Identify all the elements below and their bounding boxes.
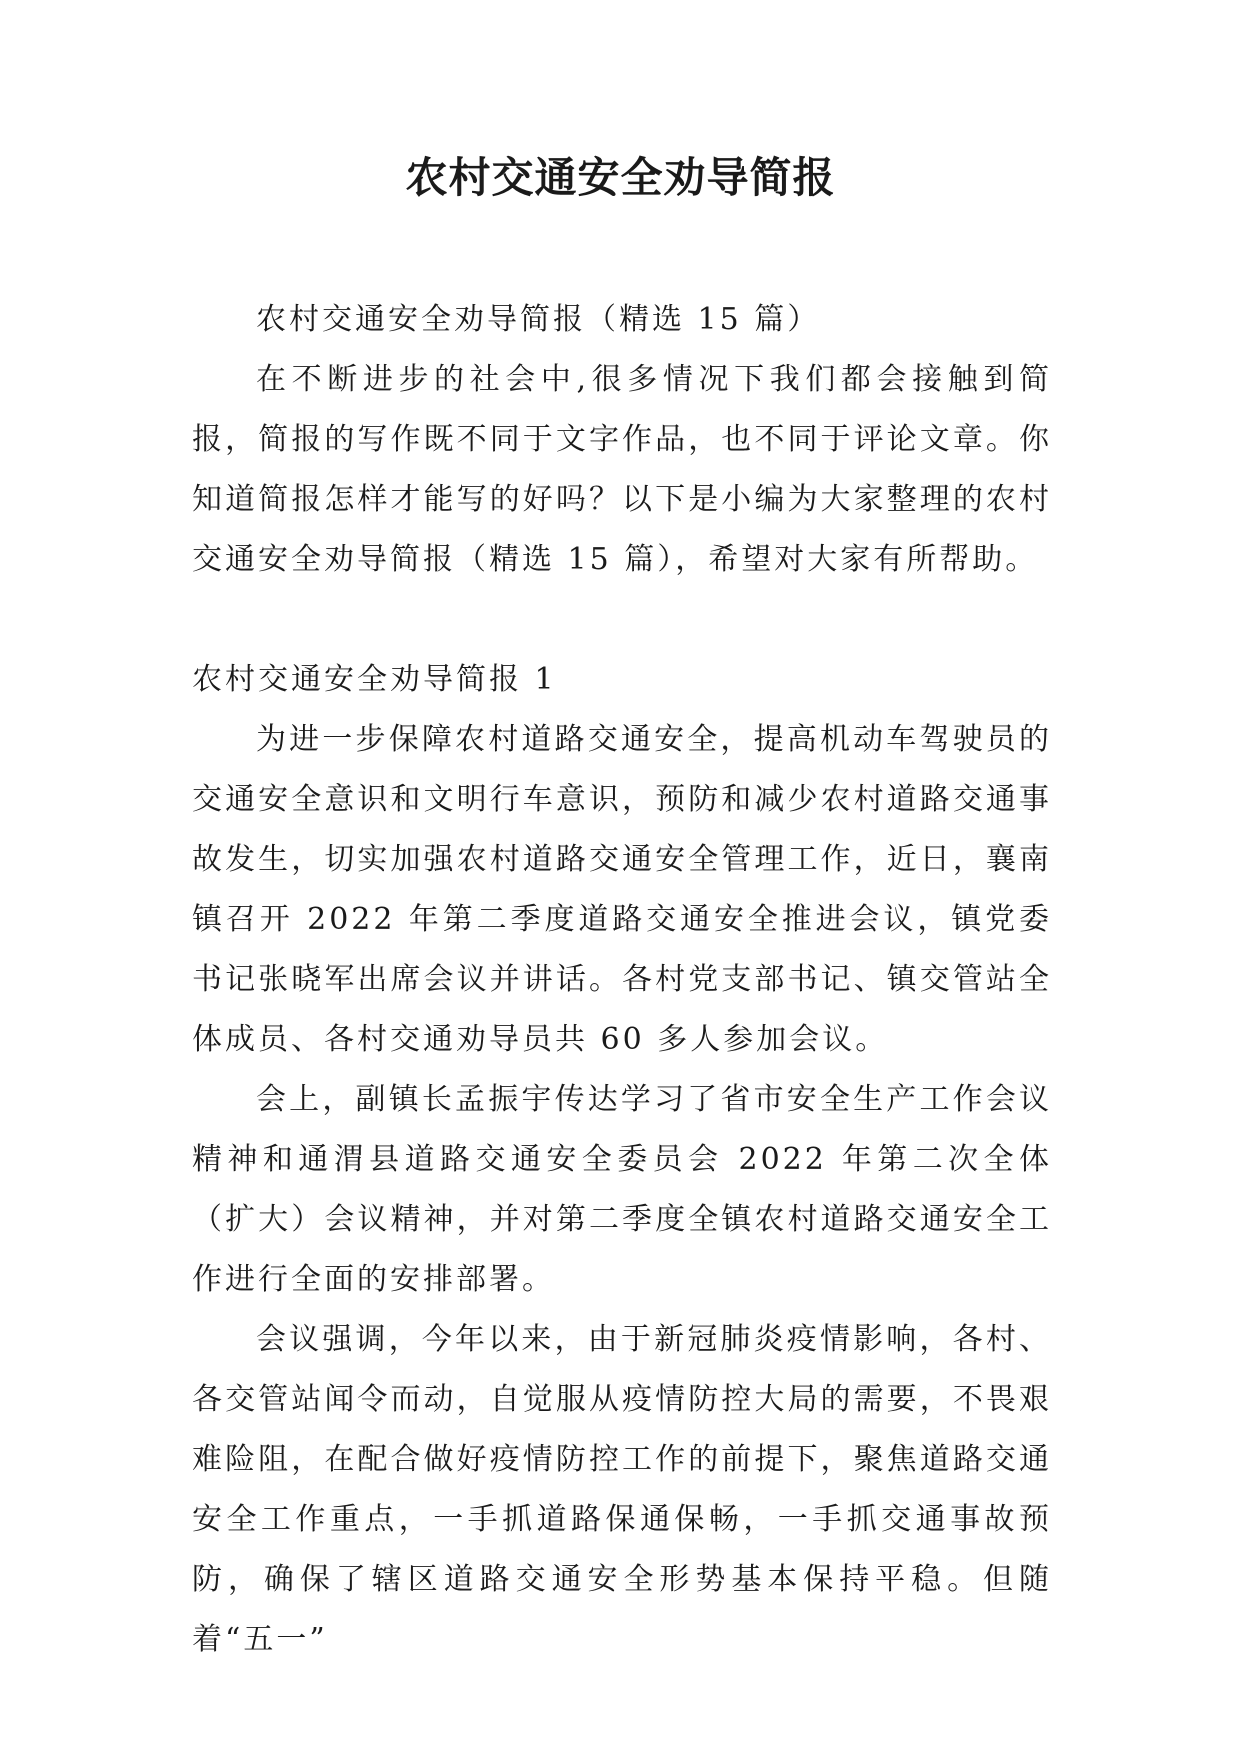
body-paragraph-1: 为进一步保障农村道路交通安全，提高机动车驾驶员的交通安全意识和文明行车意识，预防和减少农村道路交通事故发生，切实加强农村道路交通安全管理工作，近日，襄南镇召开 2022 年第二季度道路交通安全推进会议，镇党委书记张晓军出席会议并讲话。各村党支部书记、镇交管站全体成员、各村交通劝导员共 60 多人参加会议。 <box>192 722 1052 1057</box>
section-spacer <box>192 590 1052 650</box>
document-body <box>192 290 1052 1670</box>
section-heading: 农村交通安全劝导简报 1 <box>192 662 557 697</box>
body-paragraph-2: 会上，副镇长孟振宇传达学习了省市安全生产工作会议精神和通渭县道路交通安全委员会 2022 年第二次全体（扩大）会议精神，并对第二季度全镇农村道路交通安全工作进行全面的安排部署。 <box>192 1082 1052 1297</box>
body-paragraph-3: 会议强调，今年以来，由于新冠肺炎疫情影响，各村、各交管站闻令而动，自觉服从疫情防控大局的需要，不畏艰难险阻，在配合做好疫情防控工作的前提下，聚焦道路交通安全工作重点，一手抓道路保通保畅，一手抓交通事故预防，确保了辖区道路交通安全形势基本保持平稳。但随着“五一” <box>192 1322 1052 1657</box>
intro-paragraph: 在不断进步的社会中,很多情况下我们都会接触到简报，简报的写作既不同于文字作品，也不同于评论文章。你知道简报怎样才能写的好吗？以下是小编为大家整理的农村交通安全劝导简报（精选 15 篇），希望对大家有所帮助。 <box>192 362 1052 577</box>
intro-heading: 农村交通安全劝导简报（精选 15 篇） <box>256 302 821 337</box>
document-title: 农村交通安全劝导简报 <box>405 153 836 202</box>
